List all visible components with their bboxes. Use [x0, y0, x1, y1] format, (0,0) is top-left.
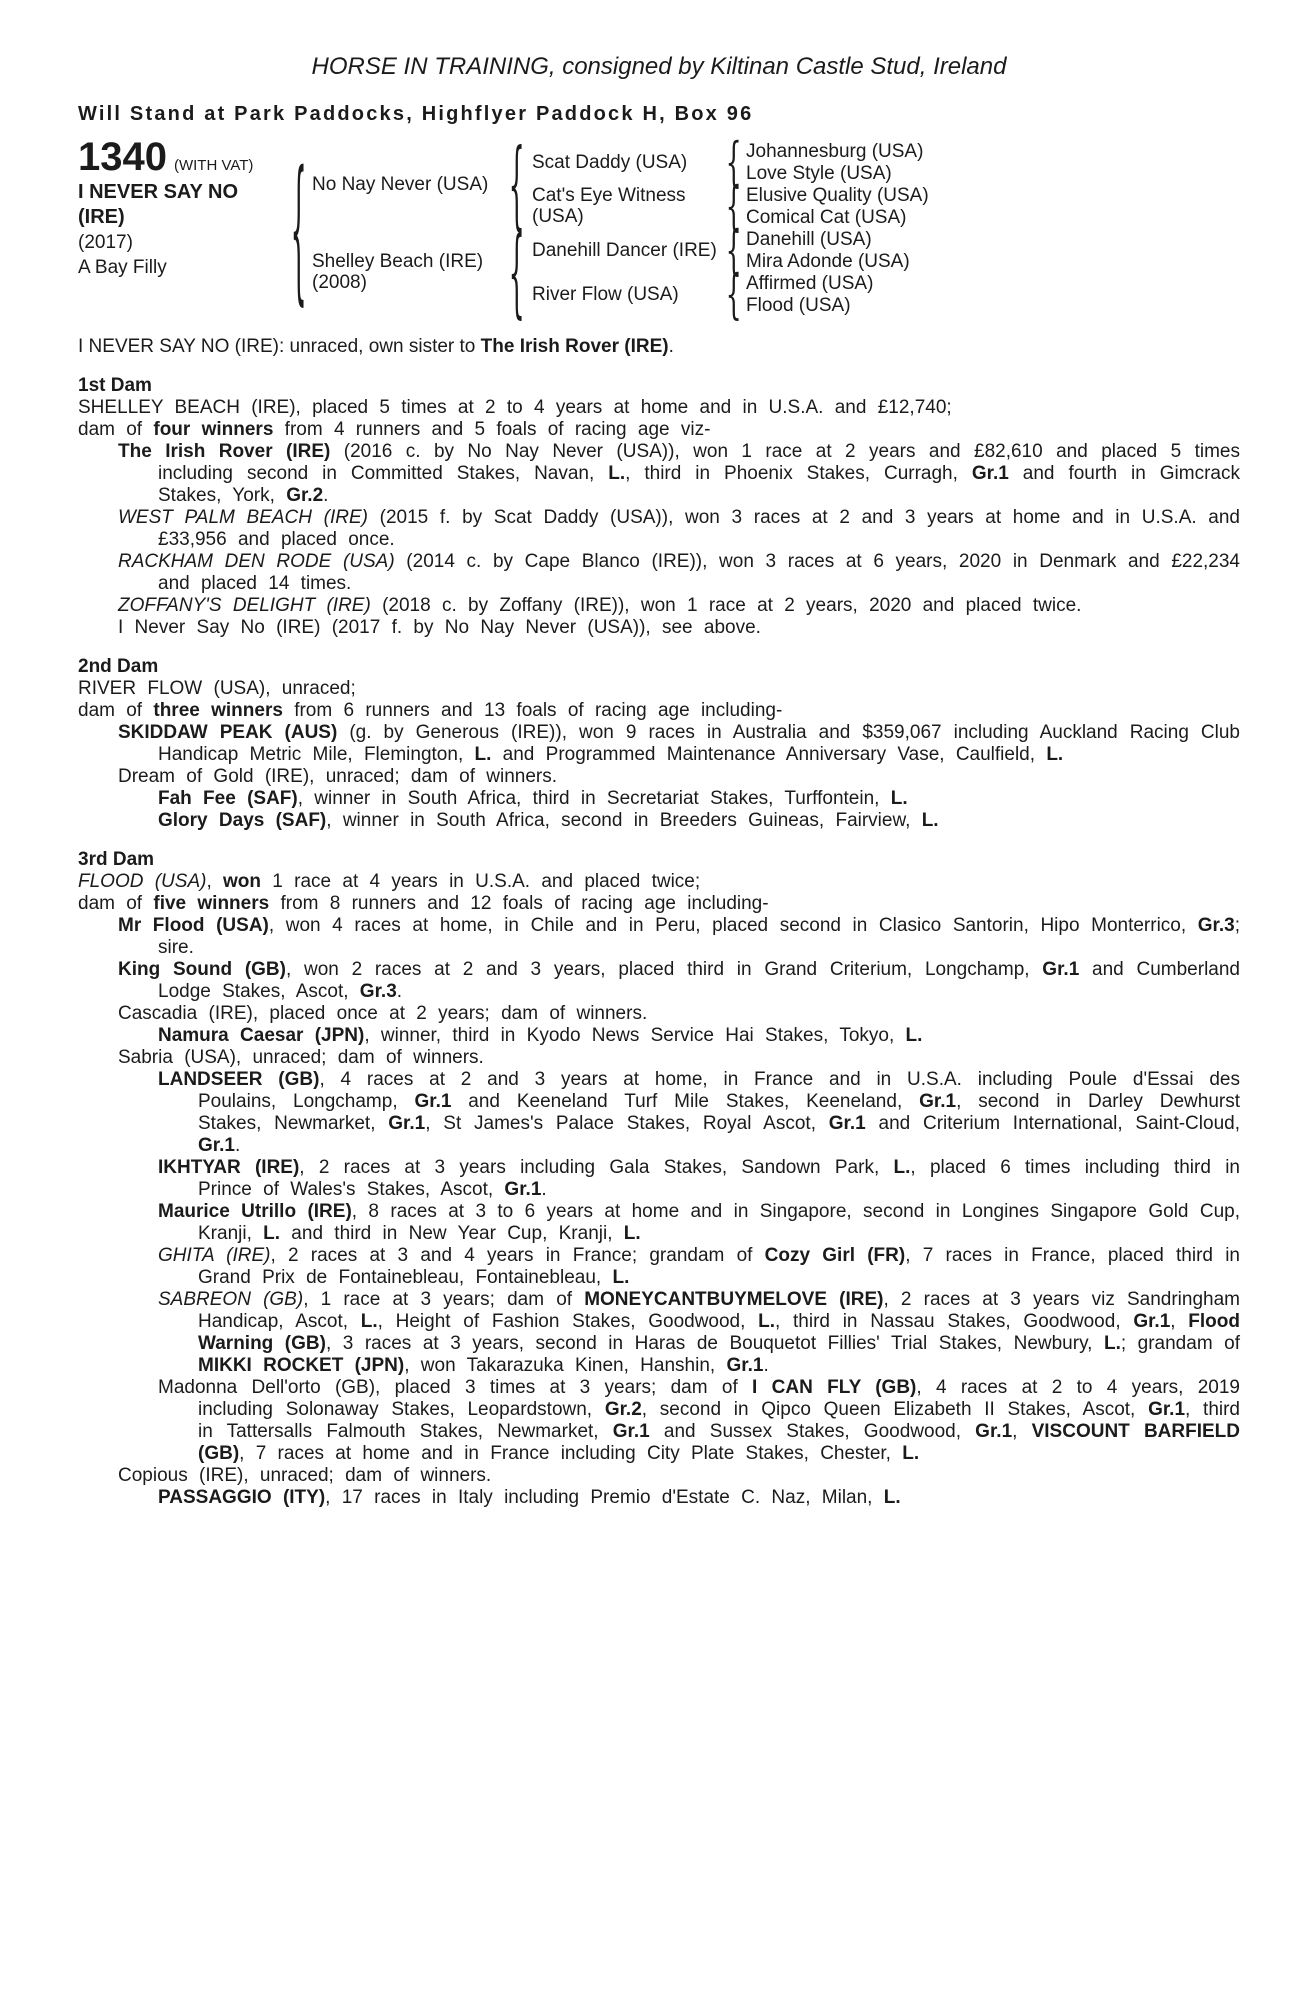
section-heading: 1st Dam	[78, 375, 152, 396]
pedigree-dam-dam: River Flow (USA)	[532, 283, 679, 305]
page-title: HORSE IN TRAINING, consigned by Kiltinan Castle Stud, Ireland	[311, 53, 1007, 80]
pedigree-brace: {	[725, 218, 743, 282]
pedigree-gen3-entry: Love Style (USA)	[746, 162, 892, 184]
intro-line: I NEVER SAY NO (IRE): unraced, own sister to The Irish Rover (IRE).	[78, 336, 674, 357]
pedigree-brace: {	[725, 174, 743, 238]
catalogue-paragraph: dam of five winners from 8 runners and 12 foals of racing age including-	[78, 893, 769, 914]
section-heading: 3rd Dam	[78, 849, 155, 870]
pedigree-gen3-entry: Affirmed (USA)	[746, 272, 874, 294]
catalogue-paragraph: I Never Say No (IRE) (2017 f. by No Nay Never (USA)), see above.	[118, 617, 761, 638]
catalogue-paragraph: SHELLEY BEACH (IRE), placed 5 times at 2 to 4 years at home and in U.S.A. and £12,740;	[78, 397, 952, 418]
lot-number-line	[78, 135, 286, 179]
foaling-year: (2017)	[78, 232, 133, 253]
catalogue-paragraph: FLOOD (USA), won 1 race at 4 years in U.S.A. and placed twice;	[78, 871, 701, 892]
catalogue-paragraph: IKHTYAR (IRE), 2 races at 3 years including Gala Stakes, Sandown Park, L., placed 6 times including third in Prince of Wales's Stakes, Ascot, Gr.1.	[158, 1157, 1240, 1200]
horse-description: A Bay Filly	[78, 257, 167, 278]
catalogue-paragraph: dam of three winners from 6 runners and 13 foals of racing age including-	[78, 700, 783, 721]
pedigree-dam-sire: Danehill Dancer (IRE)	[532, 239, 717, 261]
catalogue-paragraph: dam of four winners from 4 runners and 5 foals of racing age viz-	[78, 419, 711, 440]
pedigree-gen3-entry: Johannesburg (USA)	[746, 140, 924, 162]
pedigree-dam: Shelley Beach (IRE) (2008)	[312, 251, 484, 293]
section-1st-dam	[78, 375, 1240, 639]
pedigree-gen3-entry: Comical Cat (USA)	[746, 206, 907, 228]
catalogue-paragraph: RIVER FLOW (USA), unraced;	[78, 678, 356, 699]
pedigree-brace: {	[508, 127, 526, 241]
catalogue-paragraph: Cascadia (IRE), placed once at 2 years; dam of winners.	[118, 1003, 648, 1024]
pedigree-sire: No Nay Never (USA)	[312, 173, 489, 195]
pedigree-gen3-entry: Danehill (USA)	[746, 228, 872, 250]
catalogue-paragraph: Namura Caesar (JPN), winner, third in Kyodo News Service Hai Stakes, Tokyo, L.	[158, 1025, 923, 1046]
catalogue-paragraph: Maurice Utrillo (IRE), 8 races at 3 to 6 years at home and in Singapore, second in Longines Singapore Gold Cup, Kranji, L. and third in New Year Cup, Kranji, L.	[158, 1201, 1240, 1244]
pedigree-brace: {	[290, 136, 308, 320]
pedigree-gen3-entry: Mira Adonde (USA)	[746, 250, 910, 272]
lot-number: 1340	[78, 135, 167, 179]
vat-note: (WITH VAT)	[173, 157, 254, 174]
section-3rd-dam	[78, 849, 1240, 1509]
section-heading: 2nd Dam	[78, 656, 159, 677]
catalogue-paragraph: RACKHAM DEN RODE (USA) (2014 c. by Cape Blanco (IRE)), won 3 races at 6 years, 2020 in Denmark and £22,234 and placed 14 times.	[118, 551, 1240, 594]
catalogue-paragraph: King Sound (GB), won 2 races at 2 and 3 years, placed third in Grand Criterium, Longchamp, Gr.1 and Cumberland Lodge Stakes, Ascot, Gr.3.	[118, 959, 1240, 1002]
catalogue-paragraph: The Irish Rover (IRE) (2016 c. by No Nay Never (USA)), won 1 race at 2 years and £82,610 and placed 5 times including second in Committed Stakes, Navan, L., third in Phoenix Stakes, Curragh, Gr.1 and fourth in Gimcrack Stakes, York, Gr.2.	[118, 441, 1240, 506]
pedigree-sire-sire: Scat Daddy (USA)	[532, 151, 688, 173]
catalogue-paragraph: Madonna Dell'orto (GB), placed 3 times at 3 years; dam of I CAN FLY (GB), 4 races at 2 to 4 years, 2019 including Solonaway Stakes, Leopardstown, Gr.2, second in Qipco Queen Elizabeth II Stakes, Ascot, Gr.1, third in Tattersalls Falmouth Stakes, Newmarket, Gr.1 and Sussex Stakes, Goodwood, Gr.1, VISCOUNT BARFIELD (GB), 7 races at home and in France including City Plate Stakes, Chester, L.	[158, 1377, 1241, 1464]
pedigree-brace: {	[725, 130, 743, 194]
catalogue-paragraph: GHITA (IRE), 2 races at 3 and 4 years in France; grandam of Cozy Girl (FR), 7 races in France, placed third in Grand Prix de Fontainebleau, Fontainebleau, L.	[158, 1245, 1240, 1288]
stand-location: Will Stand at Park Paddocks, Highflyer Paddock H, Box 96	[78, 103, 754, 125]
pedigree-table	[286, 127, 958, 329]
catalogue-paragraph: SKIDDAW PEAK (AUS) (g. by Generous (IRE)), won 9 races in Australia and $359,067 including Auckland Racing Club Handicap Metric Mile, Flemington, L. and Programmed Maintenance Anniversary Vase, Caulfield, L.	[118, 722, 1240, 765]
catalogue-paragraph: Fah Fee (SAF), winner in South Africa, third in Secretariat Stakes, Turffontein, L.	[158, 788, 908, 809]
catalogue-paragraph: Mr Flood (USA), won 4 races at home, in Chile and in Peru, placed second in Clasico Santorin, Hipo Monterrico, Gr.3; sire.	[118, 915, 1240, 958]
pedigree-brace: {	[725, 262, 743, 326]
pedigree-block	[78, 127, 1240, 329]
catalogue-paragraph: PASSAGGIO (ITY), 17 races in Italy including Premio d'Estate C. Naz, Milan, L.	[158, 1487, 901, 1508]
catalogue-paragraph: ZOFFANY'S DELIGHT (IRE) (2018 c. by Zoffany (IRE)), won 1 race at 2 years, 2020 and placed twice.	[118, 595, 1082, 616]
catalogue-paragraph: Glory Days (SAF), winner in South Africa, second in Breeders Guineas, Fairview, L.	[158, 810, 939, 831]
section-2nd-dam	[78, 656, 1240, 832]
horse-name: I NEVER SAY NO (IRE)	[78, 181, 239, 228]
pedigree-gen3-entry: Flood (USA)	[746, 294, 851, 316]
catalogue-paragraph: Sabria (USA), unraced; dam of winners.	[118, 1047, 484, 1068]
pedigree-brace: {	[508, 215, 526, 329]
catalogue-paragraph: LANDSEER (GB), 4 races at 2 and 3 years at home, in France and in U.S.A. including Poule d'Essai des Poulains, Longchamp, Gr.1 and Keeneland Turf Mile Stakes, Keeneland, Gr.1, second in Darley Dewhurst Stakes, Newmarket, Gr.1, St James's Palace Stakes, Royal Ascot, Gr.1 and Criterium International, Saint-Cloud, Gr.1.	[158, 1069, 1240, 1156]
lot-info	[78, 135, 286, 280]
catalogue-paragraph: WEST PALM BEACH (IRE) (2015 f. by Scat Daddy (USA)), won 3 races at 2 and 3 years at home and in U.S.A. and £33,956 and placed once.	[118, 507, 1240, 550]
pedigree-sire-dam: Cat's Eye Witness (USA)	[532, 185, 686, 227]
catalogue-paragraph: Dream of Gold (IRE), unraced; dam of winners.	[118, 766, 558, 787]
pedigree-gen3-entry: Elusive Quality (USA)	[746, 184, 929, 206]
catalogue-paragraph: SABREON (GB), 1 race at 3 years; dam of MONEYCANTBUYMELOVE (IRE), 2 races at 3 years viz Sandringham Handicap, Ascot, L., Height of Fashion Stakes, Goodwood, L., third in Nassau Stakes, Goodwood, Gr.1, Flood Warning (GB), 3 races at 3 years, second in Haras de Bouquetot Fillies' Trial Stakes, Newbury, L.; grandam of MIKKI ROCKET (JPN), won Takarazuka Kinen, Hanshin, Gr.1.	[158, 1289, 1241, 1376]
catalogue-paragraph: Copious (IRE), unraced; dam of winners.	[118, 1465, 492, 1486]
